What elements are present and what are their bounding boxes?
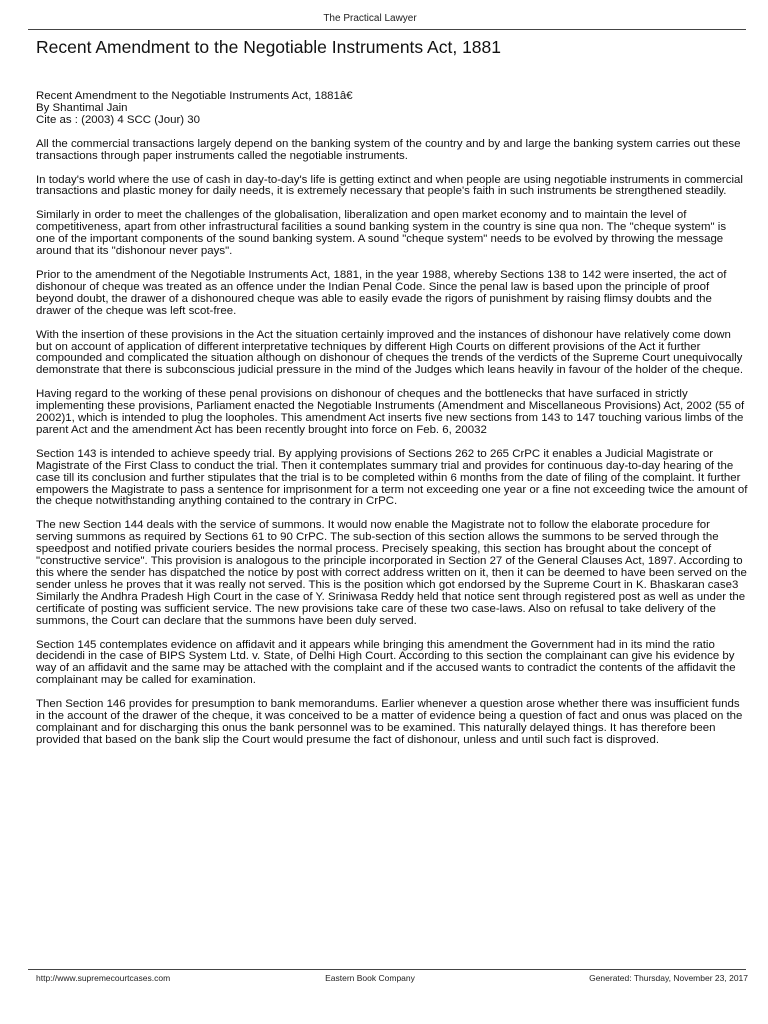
paragraph: Section 145 contemplates evidence on affidavit and it appears while bringing this amendment the Government had in its mind the ratio decidendi in the case of BIPS System Ltd. v. State, of Delhi High Court. According to this section the complainant can give his evidence by way of an affidavit and the same may be attached with the complaint and if the accused wants to contradict the contents of the affidavit the complainant may be called for examination. — [36, 638, 736, 687]
site-title: The Practical Lawyer — [323, 13, 417, 24]
footer-url-link[interactable]: http://www.supremecourtcases.com — [36, 973, 171, 983]
paragraph: Similarly in order to meet the challenges of the globalisation, liberalization and open market economy and to maintain the level of competitiveness, apart from other infrastructural facilities a sound banking system in the country is sine qua non. The "cheque system" is one of the important components of the sound banking system. A sound "cheque system" needs to be evolved by throwing the message around that its "dishonour never pays". — [36, 209, 727, 258]
paragraph: In today's world where the use of cash in day-to-day's life is getting extinct and when people are using negotiable instruments in commercial transactions and plastic money for daily needs, it is extremely necessary that people's faith in such instruments be strengthened steadily. — [36, 173, 743, 198]
paragraph: All the commercial transactions largely depend on the banking system of the country and by and large the banking system carries out these transactions through paper instruments called the negotiable instruments. — [36, 137, 741, 162]
paragraph: Section 143 is intended to achieve speedy trial. By applying provisions of Sections 262 to 265 CrPC it enables a Judicial Magistrate or Magistrate of the First Class to conduct the trial. Then it contemplates summary trial and provides for continuous day-to-day hearing of the case till its conclusion and further stipulates that the trial is to be completed within 6 months from the date of filing of the complaint. It further empowers the Magistrate to pass a sentence for imprisonment for a term not exceeding one year or a fine not exceeding twice the amount of the cheque notwithstanding anything contained to the contrary in CrPC. — [36, 447, 748, 508]
article-subtitle: Recent Amendment to the Negotiable Instruments Act, 1881â€ — [36, 90, 353, 102]
paragraph: With the insertion of these provisions in the Act the situation certainly improved and the instances of dishonour have relatively come down but on account of application of different interpretative techniques by different High Courts on different provisions of the Act it further compounded and complicated the situation although on dishonour of cheques the trends of the verdicts of the Supreme Court unequivocally demonstrate that there is subconscious judicial pressure in the mind of the Judges which leans heavily in favour of the holder of the cheque. — [36, 328, 743, 377]
article-author: By Shantimal Jain — [36, 101, 128, 114]
header-divider — [28, 29, 746, 30]
article-body — [36, 91, 748, 759]
paragraph: Then Section 146 provides for presumption to bank memorandums. Earlier whenever a question arose whether there was insufficient funds in the account of the drawer of the cheque, it was conceived to be a matter of evidence being a question of fact and onus was placed on the complainant and for discharging this onus the bank personnel was to be examined. This naturally delayed things. It has therefore been provided that based on the bank slip the Court would presume the fact of dishonour, unless and until such fact is disproved. — [36, 698, 743, 746]
document-title: Recent Amendment to the Negotiable Instruments Act, 1881 — [36, 37, 501, 57]
footer-divider — [28, 969, 746, 970]
article-meta — [36, 91, 748, 127]
footer-publisher: Eastern Book Company — [325, 973, 415, 983]
paragraph: Prior to the amendment of the Negotiable Instruments Act, 1881, in the year 1988, whereby Sections 138 to 142 were inserted, the act of dishonour of cheque was treated as an offence under the Indian Penal Code. Since the penal law is based upon the principle of proof beyond doubt, the drawer of a dishonoured cheque was able to easily evade the rigors of punishment by raising flimsy doubts and the drawer of the cheque was left scot-free. — [36, 268, 727, 317]
footer-generated-date: Generated: Thursday, November 23, 2017 — [589, 973, 748, 983]
article-citation: Cite as : (2003) 4 SCC (Jour) 30 — [36, 113, 201, 126]
paragraph: The new Section 144 deals with the service of summons. It would now enable the Magistrate not to follow the elaborate procedure for serving summons as required by Sections 61 to 90 CrPC. The sub-section of this section allows the summons to be served through the speedpost and notified private couriers besides the normal process. Precisely speaking, this section has brought about the concept of "constructive service". This provision is analogous to the principle incorporated in Section 27 of the General Clauses Act, 1897. According to this where the sender has dispatched the notice by post with correct address written on it, then it can be deemed to have been served on the sender unless he proves that it was really not served. This is the position which got endorsed by the Supreme Court in K. Bhaskaran case3 Similarly the Andhra Pradesh High Court in the case of Y. Sriniwasa Reddy held that notice sent through registered post as well as under the certificate of posting was sufficient service. The new provisions take care of these two case-laws. Also on refusal to take delivery of the summons, the Court can declare that the summons have been duly served. — [36, 519, 747, 627]
paragraph: Having regard to the working of these penal provisions on dishonour of cheques and the bottlenecks that have surfaced in strictly implementing these provisions, Parliament enacted the Negotiable Instruments (Amendment and Miscellaneous Provisions) Act, 2002 (55 of 2002)1, which is intended to plug the loopholes. This amendment Act inserts five new sections from 143 to 147 touching various limbs of the parent Act and the amendment Act has been recently brought into force on Feb. 6, 20032 — [36, 388, 745, 436]
